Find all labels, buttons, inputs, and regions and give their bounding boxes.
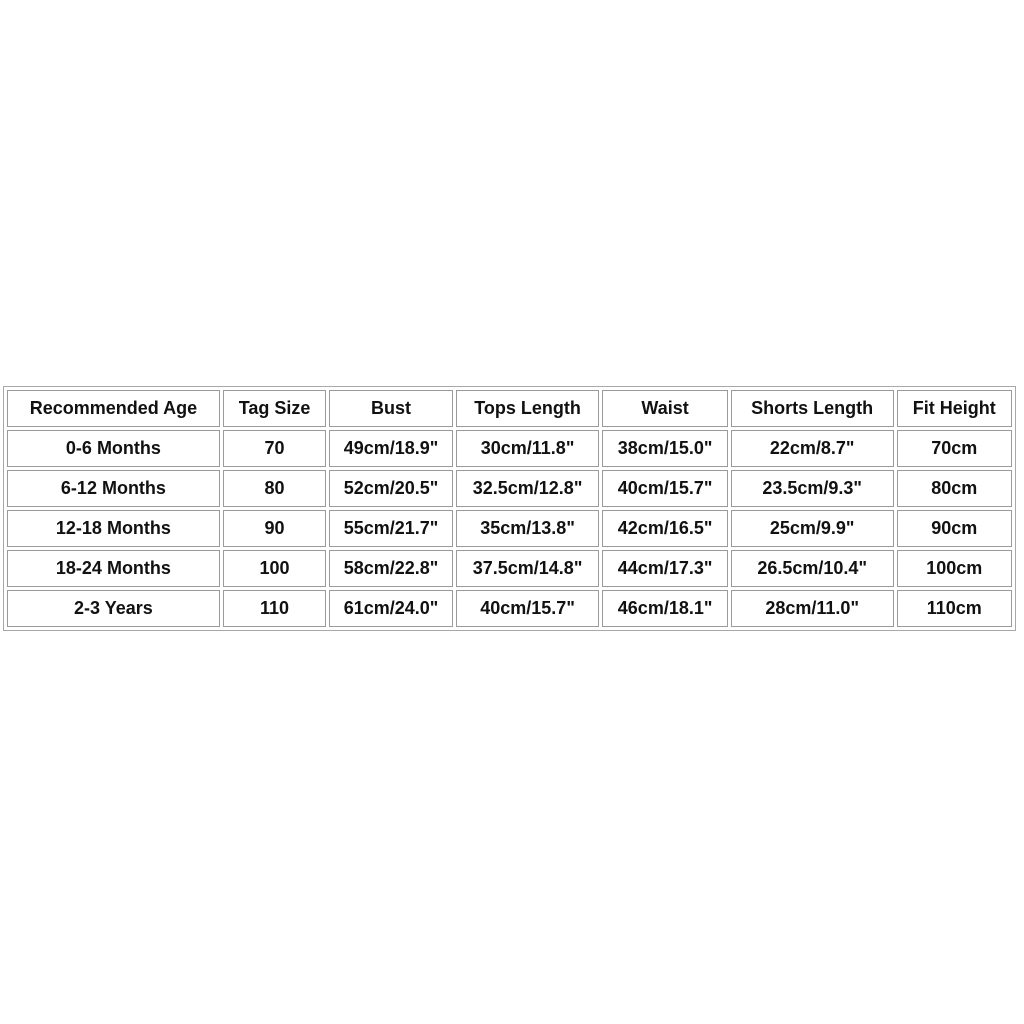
cell-fit-height: 70cm xyxy=(897,430,1013,467)
header-waist: Waist xyxy=(602,390,728,427)
cell-shorts-length: 23.5cm/9.3" xyxy=(731,470,894,507)
cell-fit-height: 80cm xyxy=(897,470,1013,507)
table-row xyxy=(7,590,1012,627)
table-row xyxy=(7,550,1012,587)
cell-tag-size: 90 xyxy=(223,510,326,547)
cell-shorts-length: 25cm/9.9" xyxy=(731,510,894,547)
cell-waist: 38cm/15.0" xyxy=(602,430,728,467)
header-bust: Bust xyxy=(329,390,453,427)
cell-bust: 58cm/22.8" xyxy=(329,550,453,587)
header-tag-size: Tag Size xyxy=(223,390,326,427)
cell-fit-height: 100cm xyxy=(897,550,1013,587)
cell-recommended-age: 0-6 Months xyxy=(7,430,220,467)
cell-waist: 46cm/18.1" xyxy=(602,590,728,627)
table-row xyxy=(7,470,1012,507)
cell-tops-length: 40cm/15.7" xyxy=(456,590,600,627)
cell-fit-height: 110cm xyxy=(897,590,1013,627)
cell-shorts-length: 28cm/11.0" xyxy=(731,590,894,627)
cell-shorts-length: 26.5cm/10.4" xyxy=(731,550,894,587)
cell-bust: 61cm/24.0" xyxy=(329,590,453,627)
size-chart xyxy=(3,386,1016,631)
cell-tag-size: 110 xyxy=(223,590,326,627)
table-row xyxy=(7,430,1012,467)
header-fit-height: Fit Height xyxy=(897,390,1013,427)
cell-bust: 55cm/21.7" xyxy=(329,510,453,547)
cell-recommended-age: 6-12 Months xyxy=(7,470,220,507)
cell-tag-size: 80 xyxy=(223,470,326,507)
cell-waist: 40cm/15.7" xyxy=(602,470,728,507)
cell-recommended-age: 12-18 Months xyxy=(7,510,220,547)
cell-bust: 49cm/18.9" xyxy=(329,430,453,467)
cell-tops-length: 35cm/13.8" xyxy=(456,510,600,547)
cell-recommended-age: 18-24 Months xyxy=(7,550,220,587)
size-table xyxy=(3,386,1016,631)
header-tops-length: Tops Length xyxy=(456,390,600,427)
cell-tops-length: 37.5cm/14.8" xyxy=(456,550,600,587)
cell-tops-length: 30cm/11.8" xyxy=(456,430,600,467)
cell-tag-size: 100 xyxy=(223,550,326,587)
cell-tops-length: 32.5cm/12.8" xyxy=(456,470,600,507)
cell-tag-size: 70 xyxy=(223,430,326,467)
cell-recommended-age: 2-3 Years xyxy=(7,590,220,627)
cell-fit-height: 90cm xyxy=(897,510,1013,547)
cell-waist: 44cm/17.3" xyxy=(602,550,728,587)
header-row xyxy=(7,390,1012,427)
cell-shorts-length: 22cm/8.7" xyxy=(731,430,894,467)
cell-bust: 52cm/20.5" xyxy=(329,470,453,507)
cell-waist: 42cm/16.5" xyxy=(602,510,728,547)
header-recommended-age: Recommended Age xyxy=(7,390,220,427)
header-shorts-length: Shorts Length xyxy=(731,390,894,427)
table-row xyxy=(7,510,1012,547)
